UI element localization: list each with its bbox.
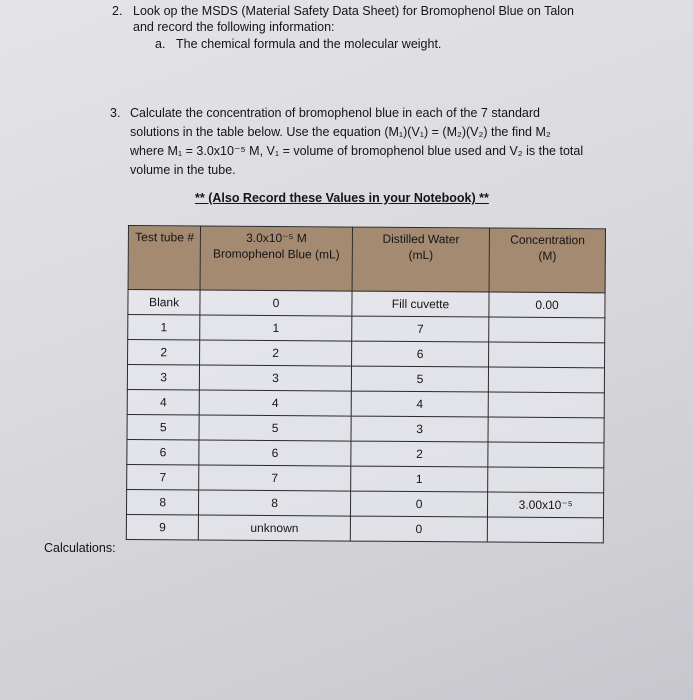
- concentration-cell: 3.00x10⁻⁵: [488, 492, 604, 518]
- table-row: [127, 365, 604, 393]
- test-tube-cell: 5: [127, 414, 199, 440]
- header-bromophenol-blue: 3.0x10⁻⁵ M Bromophenol Blue (mL): [200, 226, 352, 291]
- test-tube-cell: 4: [127, 389, 199, 415]
- calculations-label: Calculations:: [44, 541, 116, 555]
- water-cell: Fill cuvette: [352, 291, 490, 317]
- table-header-row: [128, 226, 605, 293]
- water-cell: 1: [350, 466, 488, 492]
- bromophenol-blue-cell: 0: [200, 290, 352, 316]
- concentration-cell: 0.00: [489, 292, 605, 318]
- bromophenol-blue-cell: 6: [199, 440, 351, 466]
- water-cell: 0: [350, 516, 488, 542]
- test-tube-cell: 3: [127, 365, 199, 391]
- bromophenol-blue-cell: unknown: [199, 515, 351, 541]
- q2-number: 2.: [112, 4, 123, 18]
- q2-text-line1: Look op the MSDS (Material Safety Data Sheet) for Bromophenol Blue on Talon: [133, 4, 574, 18]
- water-cell: 6: [351, 341, 489, 367]
- water-cell: 3: [351, 416, 489, 442]
- test-tube-cell: 2: [128, 340, 200, 366]
- bromophenol-blue-cell: 8: [199, 490, 351, 516]
- test-tube-cell: 6: [127, 439, 199, 465]
- bromophenol-blue-cell: 7: [199, 465, 351, 491]
- test-tube-cell: 1: [128, 315, 200, 341]
- header-test-tube: Test tube #: [128, 226, 201, 291]
- water-cell: 0: [350, 491, 488, 517]
- test-tube-cell: Blank: [128, 290, 200, 316]
- concentration-cell: [489, 367, 605, 393]
- table-row: [127, 414, 604, 442]
- table-row: [128, 340, 605, 368]
- table-row: [126, 489, 603, 517]
- table-row: [128, 315, 605, 343]
- header-distilled-water: Distilled Water (mL): [352, 227, 490, 292]
- concentration-cell: [488, 517, 604, 543]
- bromophenol-blue-cell: 3: [200, 365, 352, 391]
- q3-text-line2: solutions in the table below. Use the equation (M₁)(V₁) = (M₂)(V₂) the find M₂: [130, 125, 551, 139]
- test-tube-cell: 7: [127, 464, 199, 490]
- q2a-label: a.: [155, 37, 166, 51]
- bromophenol-blue-cell: 5: [199, 415, 351, 441]
- table-row: [126, 514, 603, 542]
- table-row: [128, 290, 605, 318]
- q2a-text: The chemical formula and the molecular weight.: [176, 37, 442, 51]
- table-row: [127, 389, 604, 417]
- test-tube-cell: 9: [126, 514, 198, 540]
- concentration-cell: [489, 317, 605, 343]
- concentration-cell: [488, 467, 604, 493]
- table-row: [127, 464, 604, 492]
- bromophenol-blue-cell: 4: [199, 390, 351, 416]
- notebook-note: ** (Also Record these Values in your Notebook) **: [195, 191, 489, 205]
- water-cell: 7: [352, 316, 490, 342]
- concentration-cell: [489, 342, 605, 368]
- bromophenol-blue-cell: 1: [200, 315, 352, 341]
- concentration-cell: [488, 417, 604, 443]
- q3-text-line3: where M₁ = 3.0x10⁻⁵ M, V₁ = volume of bromophenol blue used and V₂ is the total: [130, 144, 584, 158]
- concentration-cell: [488, 392, 604, 418]
- header-concentration: Concentration (M): [489, 228, 605, 293]
- concentration-cell: [488, 442, 604, 468]
- water-cell: 5: [351, 366, 489, 392]
- q3-text-line1: Calculate the concentration of bromophenol blue in each of the 7 standard: [130, 106, 540, 120]
- bromophenol-blue-cell: 2: [200, 340, 352, 366]
- water-cell: 4: [351, 391, 489, 417]
- q3-text-line4: volume in the tube.: [130, 163, 236, 177]
- q2-text-line2: and record the following information:: [133, 20, 335, 34]
- water-cell: 2: [351, 441, 489, 467]
- q3-number: 3.: [110, 106, 121, 120]
- test-tube-cell: 8: [126, 489, 198, 515]
- standards-table: [126, 225, 606, 543]
- table-row: [127, 439, 604, 467]
